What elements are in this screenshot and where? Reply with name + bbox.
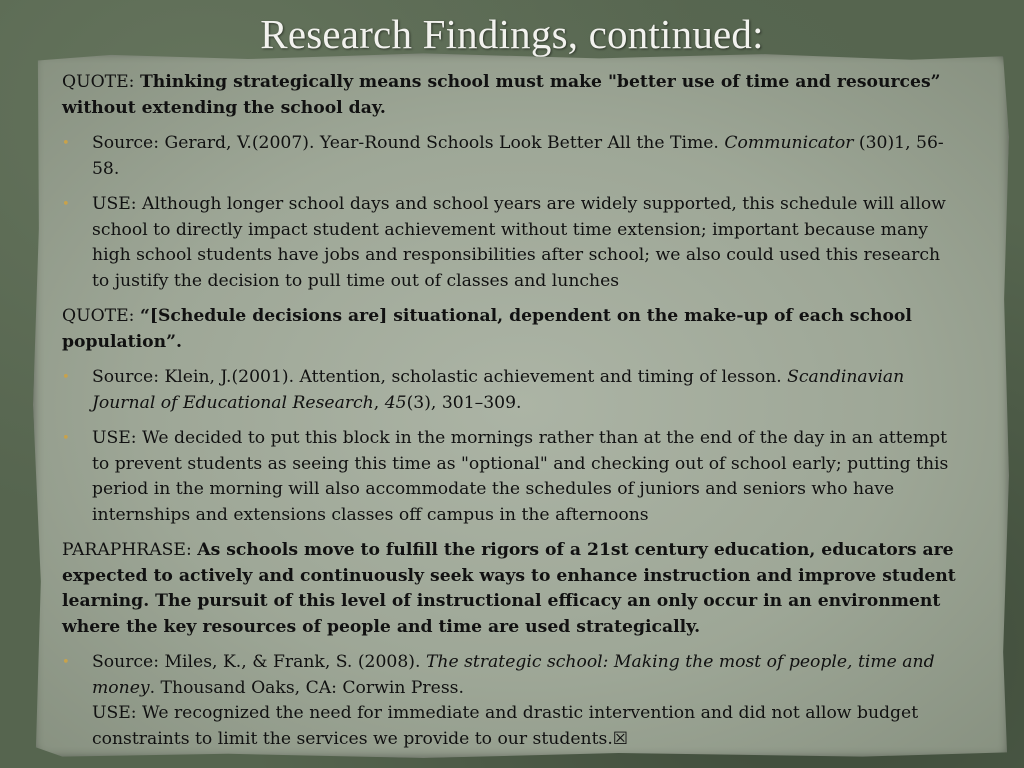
use-2-item xyxy=(62,426,962,528)
source-separator: , xyxy=(373,392,385,413)
quote-text: “[Schedule decisions are] situational, dependent on the make-up of each school population”. xyxy=(62,306,912,352)
source-journal: Communicator xyxy=(724,133,854,153)
quote-label: QUOTE: xyxy=(62,72,140,92)
use-text: USE: We recognized the need for immediate and drastic intervention and did not allow budget constraints to limit the services we provide to our students.☒ xyxy=(92,703,919,749)
slide-content xyxy=(62,70,962,762)
quote-1 xyxy=(62,70,962,121)
paraphrase xyxy=(62,538,962,640)
source-text: Source: Klein, J.(2001). Attention, scholastic achievement and timing of lesson. xyxy=(92,367,788,387)
bullet-icon: • xyxy=(62,655,70,670)
bullet-icon: • xyxy=(62,370,70,385)
bullet-icon: • xyxy=(62,136,70,151)
use-text: USE: Although longer school days and school years are widely supported, this schedule will allow school to directly impact student achievement without time extension; important because many high school students have jobs and responsibilities after school; we also could used this research to justify the decision to pull time out of classes and lunches xyxy=(92,194,946,291)
source-journal: Scandinavian Journal of Educational Research xyxy=(92,367,905,413)
source-3-item xyxy=(62,650,962,752)
source-2-item xyxy=(62,365,962,416)
paraphrase-text: As schools move to fulfill the rigors of a 21st century education, educators are expected to actively and continuously seek ways to enhance instruction and improve student learning. The pursuit of this level of instructional efficacy an only occur in an environment where the key resources of people and time are used strategically. xyxy=(62,540,956,637)
source-text: Source: Gerard, V.(2007). Year-Round Schools Look Better All the Time. xyxy=(92,133,725,153)
quote-2 xyxy=(62,304,962,355)
bullet-icon: • xyxy=(62,431,70,446)
bullet-icon: • xyxy=(62,197,70,212)
source-book: The strategic school: Making the most of people, time and money xyxy=(92,652,935,698)
source-citation: (3), 301–309. xyxy=(406,392,522,413)
source-text: Source: Miles, K., & Frank, S. (2008). xyxy=(92,652,426,672)
use-1-item xyxy=(62,192,962,294)
source-1-item xyxy=(62,131,962,182)
paraphrase-label: PARAPHRASE: xyxy=(62,540,198,560)
source-citation: . Thousand Oaks, CA: Corwin Press. xyxy=(149,677,464,698)
source-citation: (30)1, 56-58. xyxy=(92,133,944,179)
slide-title: Research Findings, continued: xyxy=(260,11,764,57)
quote-label: QUOTE: xyxy=(62,306,140,326)
quote-text: Thinking strategically means school must make "better use of time and resources” without extending the school day. xyxy=(62,72,941,118)
source-volume: 45 xyxy=(384,392,407,413)
use-text: USE: We decided to put this block in the mornings rather than at the end of the day in an attempt to prevent students as seeing this time as "optional" and checking out of school early; putting this period in the morning will also accommodate the schedules of juniors and seniors who have internships and extensions classes off campus in the afternoons xyxy=(92,428,949,525)
